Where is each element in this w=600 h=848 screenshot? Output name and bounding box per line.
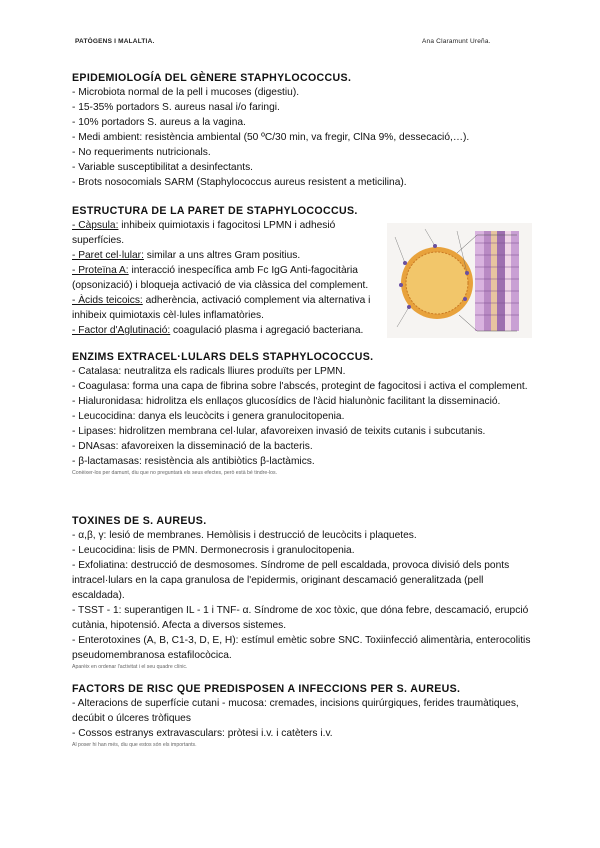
section-note: Al poser hi han més, diu que estos són els importants.	[72, 742, 197, 748]
list-item: - 10% portadors S. aureus a la vagina.	[72, 117, 246, 128]
header-author: Ana Claramunt Ureña.	[422, 38, 491, 45]
list-item: - Hialuronidasa: hidrolitza els enllaços glucosídics de l'àcid hialunònic facilitant la disseminació.	[72, 396, 501, 407]
list-item: - Medi ambient: resistència ambiental (50 ºC/30 min, va fregir, ClNa 9%, dessecació,…).	[72, 132, 470, 143]
list-item: - Alteracions de superfície cutani - mucosa: cremades, incisions quirúrgiques, ferides traumàtiques, decúbit o úlceres tròfiques	[72, 698, 519, 724]
section-title: EPIDEMIOLOGÍA DEL GÈNERE STAPHYLOCOCCUS.	[72, 72, 352, 84]
list-item: - No requeriments nutricionals.	[72, 147, 211, 158]
list-item: - Brots nosocomials SARM (Staphylococcus aureus resistent a meticilina).	[72, 177, 407, 188]
section-title: FACTORS DE RISC QUE PREDISPOSEN A INFECCIONS PER S. AUREUS.	[72, 683, 461, 695]
list-item: - Leucocidina: danya els leucòcits i genera granulocitopenia.	[72, 411, 345, 422]
list-item: - 15-35% portadors S. aureus nasal i/o faringi.	[72, 102, 280, 113]
list-item: - α,β, γ: lesió de membranes. Hemòlisis i destrucció de leucòcits i plaquetes.	[72, 530, 417, 541]
list-item	[72, 218, 390, 248]
section-note: Aparèix en ordenar l'activitat i el seu quadre clínic.	[72, 664, 188, 670]
list-item: - Variable susceptibilitat a desinfectants.	[72, 162, 254, 173]
list-item: - DNAsas: afavoreixen la disseminació de la bacteris.	[72, 441, 313, 452]
list-item: - β-lactamasas: resistència als antibiòtics β-lactàmics.	[72, 456, 315, 467]
section-enzymes	[72, 351, 532, 477]
list-item	[72, 248, 390, 263]
term-text: inhibeix quimiotaxis i fagocitosi LPMN i adhesió superfícies.	[72, 220, 336, 246]
term-label: - Factor d'Aglutinació:	[72, 325, 171, 336]
term-label: - Proteïna A:	[72, 265, 129, 276]
section-title: ENZIMS EXTRACEL·LULARS DELS STAPHYLOCOCCUS.	[72, 351, 374, 363]
term-text: coagulació plasma i agregació bacteriana.	[170, 325, 364, 336]
cell-wall-diagram	[387, 223, 532, 338]
list-item: - Exfoliatina: destrucció de desmosomes. Síndrome de pell escaldada, provoca divisió dels ponts intracel·lulars en la capa granulosa de l'epidermis, originant descamació generalitzada (pell escaldada).	[72, 560, 510, 601]
term-text: adherència, activació complement via alternativa i inhibeix quimiotaxis cèl·lules inflamatòries.	[72, 295, 371, 321]
list-item: - Enterotoxines (A, B, C1-3, D, E, H): estímul emètic sobre SNC. Toxiinfecció alimentària, enterocolitis pseudomembranosa estafilocòcica.	[72, 635, 531, 661]
list-item: - Catalasa: neutralitza els radicals lliures produïts per LPMN.	[72, 366, 346, 377]
header-course-title: PATÒGENS I MALALTIA.	[75, 38, 155, 45]
list-item	[72, 263, 390, 293]
list-item: - Microbiota normal de la pell i mucoses (digestiu).	[72, 87, 300, 98]
list-item: - Leucocidina: lisis de PMN. Dermonecrosis i granulocitopenia.	[72, 545, 355, 556]
list-item: - Lipases: hidrolitzen membrana cel·lular, afavoreixen invasió de teixits cutanis i subcutanis.	[72, 426, 486, 437]
section-risk-factors	[72, 683, 532, 749]
section-epidemiology	[72, 72, 532, 190]
section-title: TOXINES DE S. AUREUS.	[72, 515, 207, 527]
section-title: ESTRUCTURA DE LA PARET DE STAPHYLOCOCCUS.	[72, 205, 358, 217]
list-item	[72, 293, 390, 323]
term-label: - Paret cel·lular:	[72, 250, 144, 261]
bacterium-inner-circle	[406, 252, 468, 314]
section-toxins	[72, 515, 532, 671]
list-item: - Coagulasa: forma una capa de fibrina sobre l'abscés, protegint de fagocitosi i activa el complement.	[72, 381, 528, 392]
list-item	[72, 323, 390, 338]
list-item: - Cossos estranys extravasculars: pròtesi i.v. i catèters i.v.	[72, 728, 333, 739]
section-note: Conèixer-los per damunt, diu que no preguntarà els seus efectes, però està bé tindre-los.	[72, 470, 278, 476]
term-text: similar a uns altres Gram positius.	[143, 250, 301, 261]
wall-bands	[475, 231, 519, 331]
term-text: interacció inespecífica amb Fc IgG Anti-fagocitària (opsonizació) i bloqueja activació de via clàssica del complement.	[72, 265, 369, 291]
list-item: - TSST - 1: superantigen IL - 1 i TNF- α. Síndrome de xoc tòxic, que dóna febre, descamació, erupció cutània, hipotensió. Afecta a diversos sistemes.	[72, 605, 529, 631]
term-label: - Àcids teicoics:	[72, 295, 143, 306]
term-label: - Càpsula:	[72, 220, 119, 231]
